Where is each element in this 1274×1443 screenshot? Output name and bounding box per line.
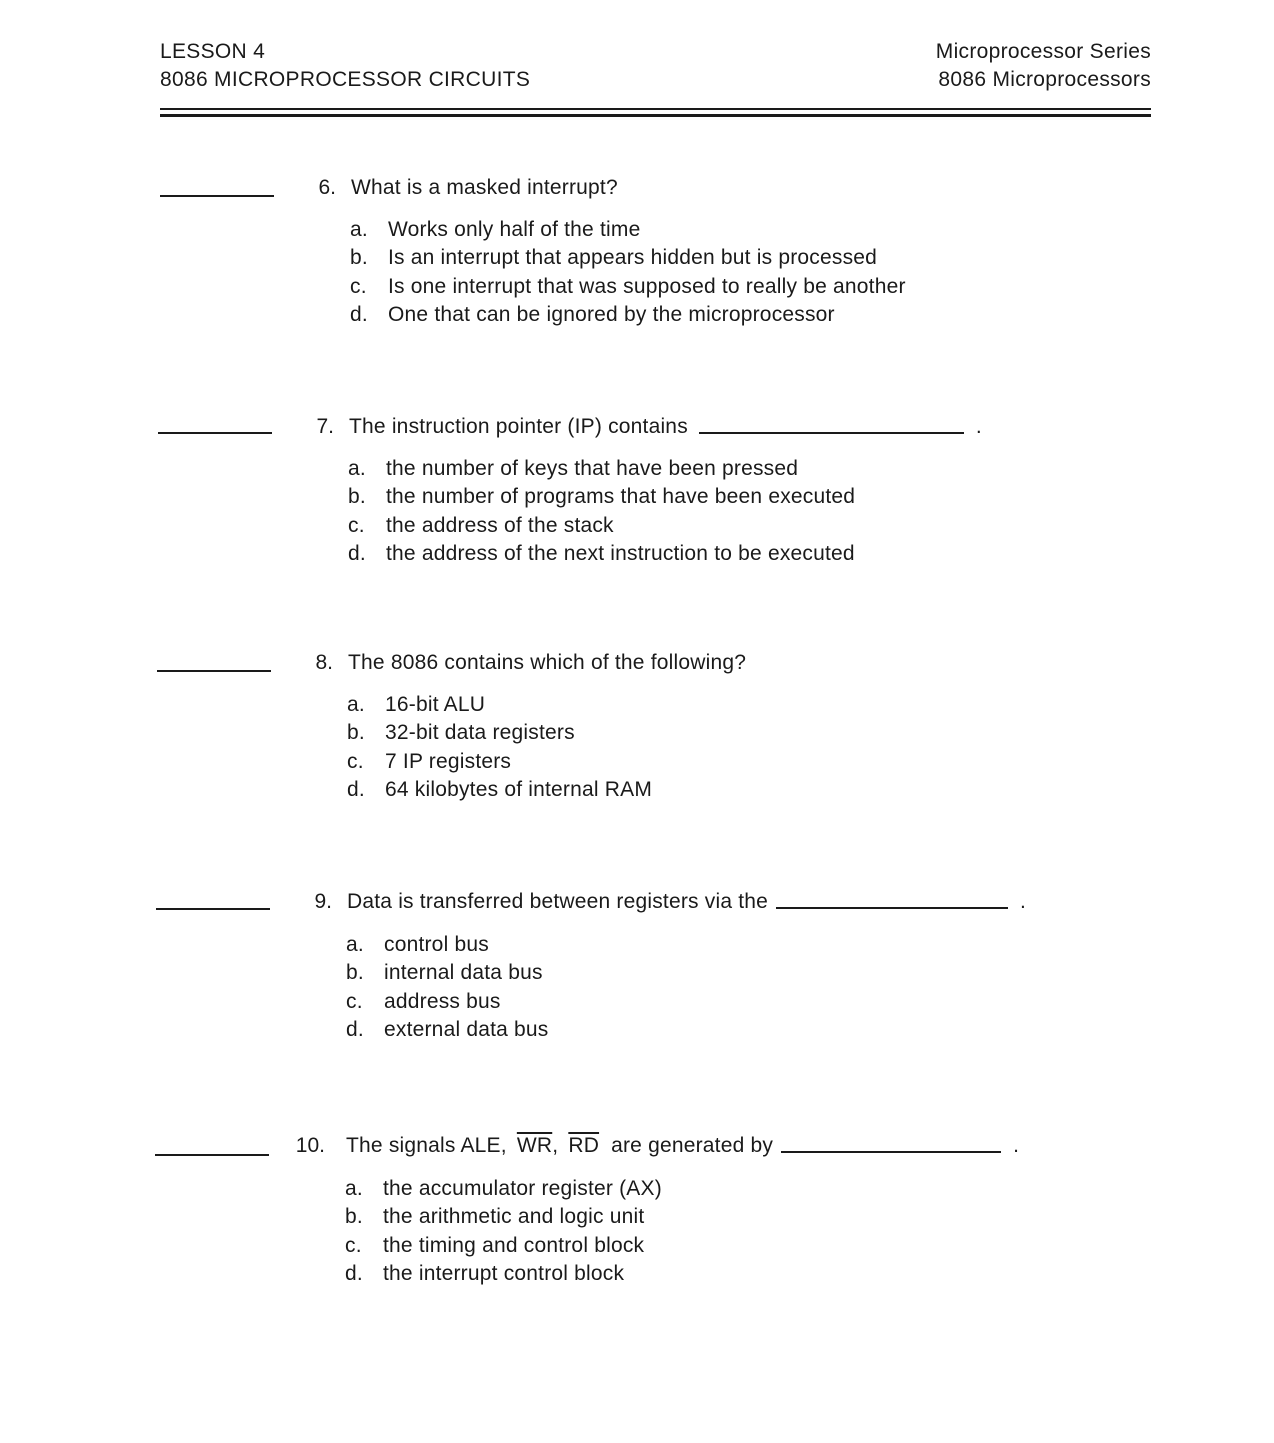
lesson-title: 8086 MICROPROCESSOR CIRCUITS bbox=[160, 68, 531, 91]
question-text-main: The instruction pointer (IP) contains bbox=[349, 415, 688, 438]
fill-in-blank[interactable] bbox=[776, 907, 1008, 909]
option[interactable]: a. control bus bbox=[346, 933, 489, 956]
option[interactable]: b. internal data bus bbox=[346, 961, 543, 985]
option[interactable]: c. address bus bbox=[346, 989, 501, 1013]
fill-in-blank[interactable] bbox=[781, 1151, 1001, 1153]
option[interactable]: c. 7 IP registers bbox=[347, 749, 512, 773]
question-text-pre: The signals ALE, bbox=[346, 1134, 507, 1157]
period: . bbox=[975, 415, 982, 438]
options-list bbox=[348, 455, 855, 568]
subject-name: 8086 Microprocessors bbox=[938, 68, 1151, 91]
option[interactable]: c. the timing and control block bbox=[345, 1233, 645, 1257]
question-number: 6. bbox=[318, 176, 336, 199]
option[interactable]: d. external data bus bbox=[346, 1017, 549, 1041]
header-right bbox=[936, 38, 1151, 94]
option[interactable]: b. the arithmetic and logic unit bbox=[345, 1205, 645, 1229]
question-number: 8. bbox=[315, 651, 333, 674]
series-name: Microprocessor Series bbox=[935, 40, 1151, 63]
option[interactable]: b. Is an interrupt that appears hidden but is processed bbox=[350, 246, 878, 270]
option[interactable]: a. the accumulator register (AX) bbox=[345, 1177, 662, 1200]
question-number: 9. bbox=[314, 890, 332, 913]
options-list bbox=[347, 691, 652, 804]
question-text bbox=[349, 413, 982, 441]
option[interactable]: c. Is one interrupt that was supposed to really be another bbox=[350, 274, 906, 298]
option[interactable]: c. the address of the stack bbox=[348, 513, 614, 537]
option[interactable]: a. 16-bit ALU bbox=[347, 693, 486, 716]
fill-in-blank[interactable] bbox=[699, 432, 964, 434]
answer-blank[interactable] bbox=[157, 670, 271, 672]
signal-rd: $\overline{RD}$ bbox=[568, 1134, 600, 1157]
answer-blank[interactable] bbox=[158, 432, 272, 434]
options-list bbox=[346, 931, 549, 1044]
question-text bbox=[346, 1132, 1019, 1160]
question-text: The 8086 contains which of the following? bbox=[348, 651, 747, 674]
answer-blank[interactable] bbox=[160, 195, 274, 197]
answer-blank[interactable] bbox=[156, 908, 270, 910]
option[interactable]: b. the number of programs that have been executed bbox=[348, 485, 856, 509]
period: . bbox=[1013, 1134, 1020, 1157]
question-text-comma: , bbox=[552, 1134, 559, 1157]
signal-wr: $\overline{WR}$ bbox=[516, 1134, 553, 1157]
period: . bbox=[1020, 890, 1027, 913]
option[interactable]: d. the address of the next instruction to be executed bbox=[348, 541, 855, 565]
option[interactable]: b. 32-bit data registers bbox=[347, 721, 575, 745]
header-divider-bottom bbox=[160, 114, 1151, 117]
question-text-main: Data is transferred between registers via the bbox=[347, 890, 769, 913]
option[interactable]: d. One that can be ignored by the microprocessor bbox=[350, 302, 835, 326]
option[interactable]: a. the number of keys that have been pressed bbox=[348, 457, 799, 480]
question-number: 10. bbox=[295, 1134, 325, 1157]
options-list bbox=[350, 216, 906, 329]
option[interactable]: d. the interrupt control block bbox=[345, 1261, 625, 1285]
option[interactable]: d. 64 kilobytes of internal RAM bbox=[347, 777, 653, 801]
question-text: What is a masked interrupt? bbox=[351, 176, 618, 199]
option[interactable]: a. Works only half of the time bbox=[350, 218, 641, 241]
question-text bbox=[347, 888, 1026, 916]
header-left bbox=[160, 38, 530, 94]
question-text-post: are generated by bbox=[611, 1134, 774, 1157]
answer-blank[interactable] bbox=[155, 1154, 269, 1156]
lesson-number: LESSON 4 bbox=[160, 40, 266, 63]
header-divider-top bbox=[160, 108, 1151, 110]
options-list bbox=[345, 1175, 662, 1288]
question-number: 7. bbox=[316, 415, 334, 438]
